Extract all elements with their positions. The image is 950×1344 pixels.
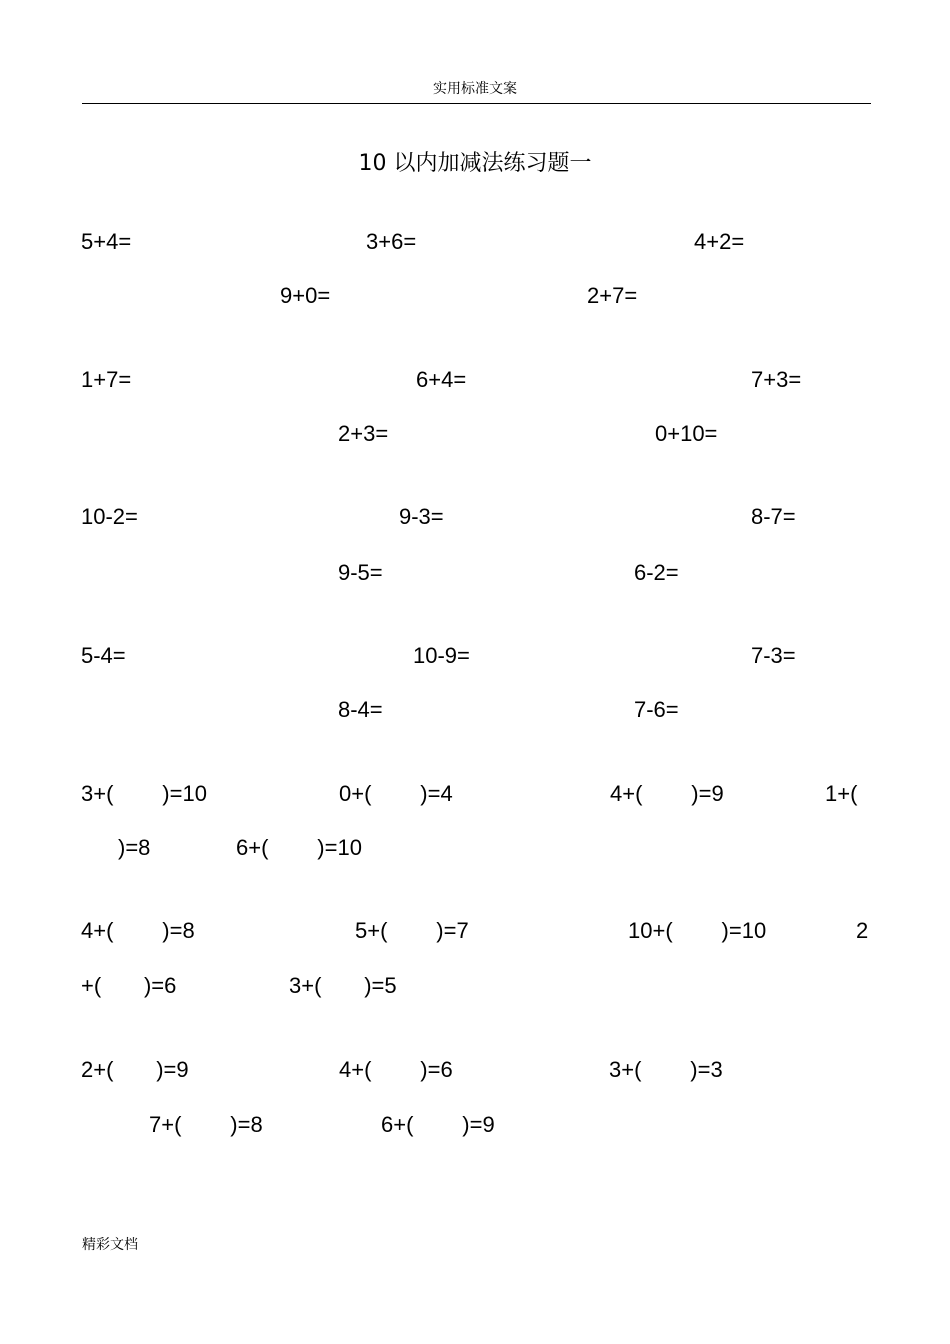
problem: 9-5= bbox=[338, 560, 383, 585]
problem: 4+( )=9 bbox=[610, 781, 724, 806]
problem: 6+4= bbox=[416, 367, 467, 392]
problem: 7+3= bbox=[751, 367, 802, 392]
problem: 7-3= bbox=[751, 643, 796, 668]
problem: 5+( )=7 bbox=[355, 918, 469, 943]
problem: 8-7= bbox=[751, 504, 796, 529]
problem: 2+3= bbox=[338, 421, 389, 446]
problem: 4+( )=8 bbox=[81, 918, 195, 943]
problem: 7-6= bbox=[634, 697, 679, 722]
problem: 3+( )=5 bbox=[289, 973, 397, 998]
problem: 3+( )=3 bbox=[609, 1057, 723, 1082]
problem: 3+( )=10 bbox=[81, 781, 207, 806]
problem: 1+7= bbox=[81, 367, 132, 392]
problem: 8-4= bbox=[338, 697, 383, 722]
page-header: 实用标准文案 bbox=[433, 81, 517, 97]
problem: 10-9= bbox=[413, 643, 470, 668]
problem: 10-2= bbox=[81, 504, 138, 529]
page-title: 10 以内加减法练习题一 bbox=[358, 151, 592, 176]
problem: +( )=6 bbox=[81, 973, 177, 998]
header-divider bbox=[82, 103, 871, 104]
problem: 5-4= bbox=[81, 643, 126, 668]
problem: 0+10= bbox=[655, 421, 718, 446]
problem: 6+( )=9 bbox=[381, 1112, 495, 1137]
problem: 6+( )=10 bbox=[236, 835, 362, 860]
problem: 0+( )=4 bbox=[339, 781, 453, 806]
problem: 2+( )=9 bbox=[81, 1057, 189, 1082]
problem: 5+4= bbox=[81, 229, 132, 254]
problem: 1+( bbox=[825, 781, 858, 806]
problem: 6-2= bbox=[634, 560, 679, 585]
problem: 7+( )=8 bbox=[149, 1112, 263, 1137]
problem: 3+6= bbox=[366, 229, 417, 254]
problem: 4+2= bbox=[694, 229, 745, 254]
problem: )=8 bbox=[118, 835, 151, 860]
problem: 4+( )=6 bbox=[339, 1057, 453, 1082]
problem: 9-3= bbox=[399, 504, 444, 529]
problem: 2 bbox=[856, 918, 869, 943]
problem: 10+( )=10 bbox=[628, 918, 767, 943]
problem: 9+0= bbox=[280, 283, 331, 308]
problem: 2+7= bbox=[587, 283, 638, 308]
page-footer: 精彩文档 bbox=[82, 1237, 138, 1253]
